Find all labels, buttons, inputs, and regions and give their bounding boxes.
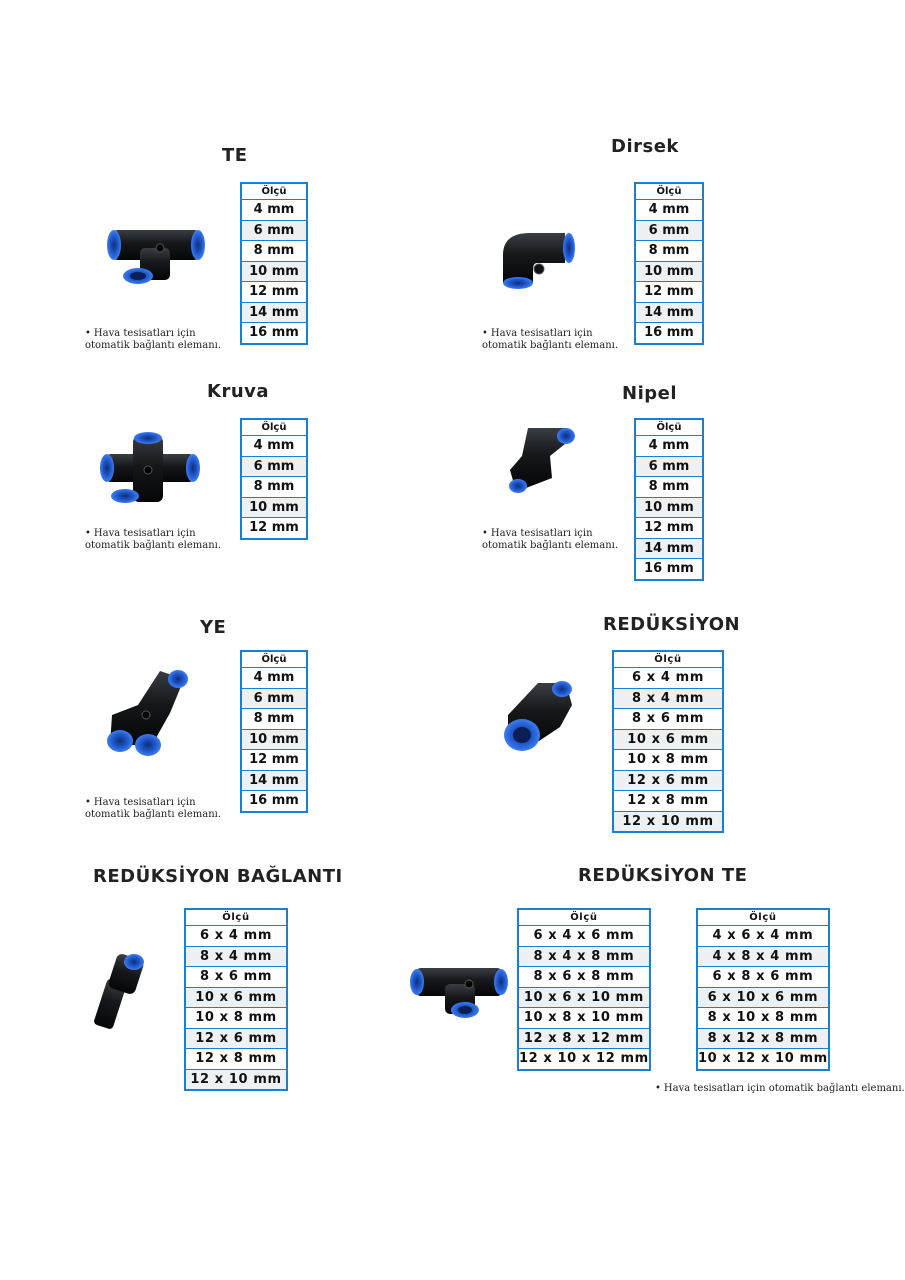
table-row	[518, 987, 650, 1008]
table-row	[185, 926, 287, 947]
table-row	[185, 1049, 287, 1070]
table-row	[518, 946, 650, 967]
size-cell: 8 mm	[635, 477, 703, 498]
size-cell: 16 mm	[635, 323, 703, 344]
table-header: Ölçü	[261, 422, 287, 433]
table-row	[241, 456, 307, 477]
table-row	[241, 497, 307, 518]
size-cell: 12 x 8 mm	[185, 1049, 287, 1070]
size-cell: 6 x 4 mm	[613, 668, 723, 689]
table-row	[697, 967, 829, 988]
table-row	[635, 538, 703, 559]
size-cell: 10 x 8 mm	[185, 1008, 287, 1029]
table-row	[613, 770, 723, 791]
cross-fitting-image	[95, 430, 205, 510]
size-cell: 12 x 8 x 12 mm	[518, 1028, 650, 1049]
table-row	[697, 1008, 829, 1029]
table-header: Ölçü	[222, 912, 250, 923]
table-row	[241, 261, 307, 282]
dirsek-note: • Hava tesisatları için otomatik bağlantı elemanı.	[482, 328, 619, 351]
reduksiyon-te-note: • Hava tesisatları için otomatik bağlantı elemanı.	[655, 1083, 905, 1094]
ye-note: • Hava tesisatları için otomatik bağlantı elemanı.	[85, 797, 222, 820]
table-row	[635, 497, 703, 518]
size-cell: 8 x 10 x 8 mm	[697, 1008, 829, 1029]
table-row	[241, 709, 307, 730]
reduksiyon-te-title: REDÜKSİYON TE	[578, 865, 748, 886]
tee-fitting-image	[100, 218, 210, 288]
size-cell: 8 x 4 mm	[613, 688, 723, 709]
table-row	[241, 241, 307, 262]
table-row	[241, 477, 307, 498]
table-row	[613, 750, 723, 771]
reduksiyon-baglanti-title: REDÜKSİYON BAĞLANTI	[93, 866, 343, 887]
nipel-size-table	[634, 418, 704, 581]
dirsek-size-table	[634, 182, 704, 345]
size-cell: 14 mm	[241, 302, 307, 323]
reduksiyon-te-size-table-b	[696, 908, 830, 1071]
table-row	[635, 220, 703, 241]
table-row	[613, 688, 723, 709]
size-cell: 10 x 8 mm	[613, 750, 723, 771]
size-cell: 10 mm	[241, 729, 307, 750]
size-cell: 14 mm	[635, 538, 703, 559]
table-header: Ölçü	[654, 654, 682, 665]
table-row	[697, 1028, 829, 1049]
table-row	[635, 477, 703, 498]
table-row	[613, 709, 723, 730]
table-row	[241, 200, 307, 221]
table-row	[635, 302, 703, 323]
size-cell: 10 x 12 x 10 mm	[697, 1049, 829, 1070]
size-cell: 4 mm	[241, 200, 307, 221]
table-row	[697, 926, 829, 947]
table-row	[635, 323, 703, 344]
table-header: Ölçü	[656, 422, 682, 433]
size-cell: 12 mm	[635, 282, 703, 303]
table-row	[518, 967, 650, 988]
ye-size-table	[240, 650, 308, 813]
size-cell: 6 x 8 x 6 mm	[697, 967, 829, 988]
table-row	[241, 791, 307, 812]
table-row	[241, 688, 307, 709]
kruva-size-table	[240, 418, 308, 540]
size-cell: 8 x 4 x 8 mm	[518, 946, 650, 967]
table-row	[185, 1028, 287, 1049]
table-header: Ölçü	[261, 654, 287, 665]
reduksiyon-te-size-table-a	[517, 908, 651, 1071]
table-row	[635, 282, 703, 303]
size-cell: 6 x 10 x 6 mm	[697, 987, 829, 1008]
size-cell: 4 x 6 x 4 mm	[697, 926, 829, 947]
table-row	[613, 811, 723, 832]
size-cell: 8 x 6 mm	[613, 709, 723, 730]
size-cell: 8 x 4 mm	[185, 946, 287, 967]
size-cell: 10 mm	[241, 497, 307, 518]
size-cell: 8 x 12 x 8 mm	[697, 1028, 829, 1049]
table-row	[241, 282, 307, 303]
table-row	[613, 791, 723, 812]
size-cell: 12 mm	[635, 518, 703, 539]
size-cell: 12 x 6 mm	[613, 770, 723, 791]
table-header: Ölçü	[656, 186, 682, 197]
reduksiyon-size-table	[612, 650, 724, 833]
kruva-note: • Hava tesisatları için otomatik bağlantı elemanı.	[85, 528, 222, 551]
size-cell: 10 mm	[635, 497, 703, 518]
size-cell: 14 mm	[635, 302, 703, 323]
table-row	[518, 1049, 650, 1070]
size-cell: 10 x 6 mm	[613, 729, 723, 750]
size-cell: 10 x 8 x 10 mm	[518, 1008, 650, 1029]
table-row	[697, 1049, 829, 1070]
plug-in-reducer-image	[78, 948, 153, 1033]
reduksiyon-baglanti-size-table	[184, 908, 288, 1091]
size-cell: 12 mm	[241, 750, 307, 771]
size-cell: 6 mm	[241, 688, 307, 709]
size-cell: 16 mm	[241, 323, 307, 344]
nipel-title: Nipel	[622, 383, 677, 404]
size-cell: 6 mm	[241, 220, 307, 241]
size-cell: 6 x 4 x 6 mm	[518, 926, 650, 947]
table-row	[635, 261, 703, 282]
union-fitting-image	[500, 418, 580, 498]
table-row	[635, 559, 703, 580]
table-row	[241, 436, 307, 457]
table-row	[241, 770, 307, 791]
size-cell: 4 mm	[635, 200, 703, 221]
table-row	[241, 729, 307, 750]
size-cell: 10 x 6 x 10 mm	[518, 987, 650, 1008]
table-row	[241, 518, 307, 539]
size-cell: 6 mm	[241, 456, 307, 477]
table-row	[185, 1008, 287, 1029]
te-size-table	[240, 182, 308, 345]
nipel-note: • Hava tesisatları için otomatik bağlantı elemanı.	[482, 528, 619, 551]
table-row	[635, 518, 703, 539]
table-row	[635, 456, 703, 477]
table-row	[697, 987, 829, 1008]
table-header: Ölçü	[570, 912, 598, 923]
reduksiyon-title: REDÜKSİYON	[603, 614, 741, 635]
table-row	[241, 302, 307, 323]
size-cell: 8 x 6 x 8 mm	[518, 967, 650, 988]
size-cell: 12 x 6 mm	[185, 1028, 287, 1049]
te-title: TE	[222, 145, 248, 166]
table-row	[518, 1028, 650, 1049]
table-row	[241, 668, 307, 689]
elbow-fitting-image	[495, 225, 580, 290]
y-fitting-image	[100, 665, 195, 760]
kruva-title: Kruva	[207, 381, 270, 402]
ye-title: YE	[200, 617, 227, 638]
table-row	[635, 436, 703, 457]
size-cell: 8 mm	[241, 477, 307, 498]
size-cell: 12 x 10 x 12 mm	[518, 1049, 650, 1070]
size-cell: 4 x 8 x 4 mm	[697, 946, 829, 967]
table-row	[241, 323, 307, 344]
table-row	[518, 926, 650, 947]
table-row	[613, 668, 723, 689]
dirsek-title: Dirsek	[611, 136, 679, 157]
size-cell: 8 mm	[241, 241, 307, 262]
table-row	[241, 220, 307, 241]
table-row	[185, 946, 287, 967]
size-cell: 12 x 10 mm	[613, 811, 723, 832]
size-cell: 12 x 10 mm	[185, 1069, 287, 1090]
reducer-fitting-image	[500, 675, 580, 755]
te-note: • Hava tesisatları için otomatik bağlantı elemanı.	[85, 328, 222, 351]
size-cell: 16 mm	[635, 559, 703, 580]
size-cell: 8 x 6 mm	[185, 967, 287, 988]
size-cell: 14 mm	[241, 770, 307, 791]
size-cell: 16 mm	[241, 791, 307, 812]
size-cell: 6 mm	[635, 220, 703, 241]
size-cell: 12 mm	[241, 518, 307, 539]
size-cell: 6 x 4 mm	[185, 926, 287, 947]
size-cell: 10 x 6 mm	[185, 987, 287, 1008]
size-cell: 4 mm	[635, 436, 703, 457]
table-row	[697, 946, 829, 967]
size-cell: 4 mm	[241, 436, 307, 457]
size-cell: 6 mm	[635, 456, 703, 477]
table-row	[613, 729, 723, 750]
table-row	[185, 967, 287, 988]
size-cell: 10 mm	[241, 261, 307, 282]
table-row	[185, 987, 287, 1008]
size-cell: 10 mm	[635, 261, 703, 282]
size-cell: 8 mm	[635, 241, 703, 262]
table-row	[241, 750, 307, 771]
table-row	[518, 1008, 650, 1029]
table-header: Ölçü	[749, 912, 777, 923]
table-row	[185, 1069, 287, 1090]
size-cell: 8 mm	[241, 709, 307, 730]
table-row	[635, 200, 703, 221]
table-row	[635, 241, 703, 262]
size-cell: 12 x 8 mm	[613, 791, 723, 812]
reducing-tee-fitting-image	[405, 958, 515, 1023]
size-cell: 12 mm	[241, 282, 307, 303]
size-cell: 4 mm	[241, 668, 307, 689]
table-header: Ölçü	[261, 186, 287, 197]
